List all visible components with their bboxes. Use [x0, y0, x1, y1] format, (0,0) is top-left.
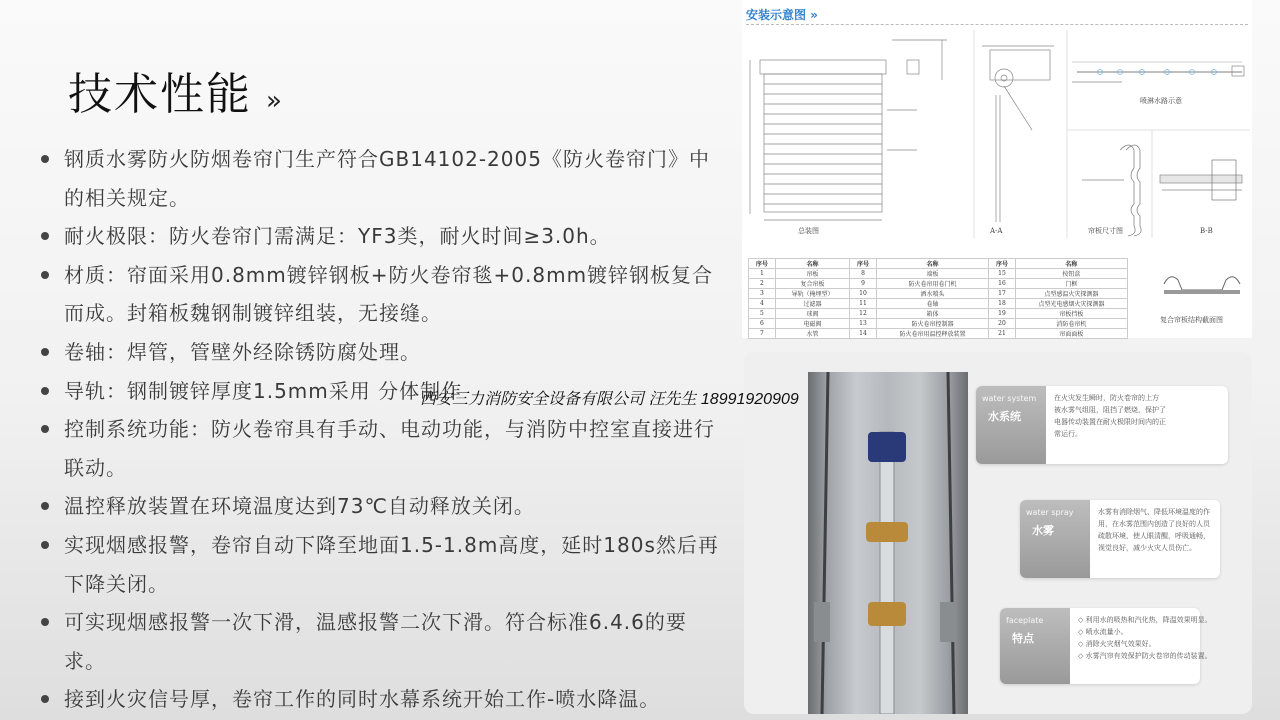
- water-curtain-photo: [808, 372, 968, 714]
- feature-tag: [1020, 500, 1090, 578]
- bullet-item: 钢质水雾防火防烟卷帘门生产符合GB14102-2005《防火卷帘门》中的相关规定。: [38, 140, 728, 217]
- feature-text: ◇ 利用水的吸热和汽化热，降温效果明显。 ◇ 喷水流量小。 ◇ 消除火灾烟气效果好。 ◇ 水雾汽帘有效保护防火卷帘的传动装置。: [1078, 616, 1212, 660]
- bullet-item: 温控释放装置在环境温度达到73℃自动释放关闭。: [38, 487, 728, 526]
- table-row: 3 导轨（掩埋型） 10 洒水喷头 17 点型感温火灾探测器: [749, 289, 1128, 299]
- bullet-item: 卷轴：焊管，管壁外经除锈防腐处理。: [38, 333, 728, 372]
- feature-tag-cn: 水雾: [1032, 524, 1054, 537]
- feature-card-water-spray: [1020, 500, 1220, 578]
- feature-card-water-system: [976, 386, 1228, 464]
- bullet-item: 材质：帘面采用0.8mm镀锌钢板+防火卷帘毯+0.8mm镀锌钢板复合而成。封箱板魏钢制镀锌组装，无接缝。: [38, 256, 728, 333]
- caption-overall: 总装图: [798, 227, 819, 235]
- feature-tag: [976, 386, 1046, 464]
- caption-section-aa: A-A: [990, 227, 1003, 235]
- filter: [868, 602, 906, 626]
- feature-text: 在火灾发生瞬时，防火卷帘的上方 被水雾气组阻，阻挡了燃烧，保护了 电器传动装置在耐火极限时间内的正 常运行。: [1054, 394, 1166, 438]
- chevron-right-icon: »: [266, 86, 284, 116]
- table-row: 6 电磁阀 13 防火卷帘控制器 20 消防卷帘机: [749, 319, 1128, 329]
- pipe-illustration: [808, 372, 968, 714]
- diagram-drawings: [742, 0, 1252, 258]
- table-row: 7 水管 14 防火卷帘用温控释放装置 21 帘面面板: [749, 329, 1128, 339]
- curtain-slats: [764, 84, 882, 204]
- feature-tag-en: faceplate: [1006, 616, 1044, 625]
- bullet-item: 接到火灾信号厚，卷帘工作的同时水幕系统开始工作-喷水降温。: [38, 680, 728, 719]
- table-header: 序号: [749, 259, 776, 269]
- table-row: 2 复合帘板 9 防火卷帘用卷门机 16 门框: [749, 279, 1128, 289]
- feature-text: 水雾有消除烟气、降低环境温度的作 用，在水雾范围内创造了良好的人员 疏散环境，使人眼清醒，呼吸通畅， 视觉良好，减少火灾人员伤亡。: [1098, 508, 1210, 552]
- table-header: 序号: [989, 259, 1016, 269]
- bullet-item: 控制系统功能：防火卷帘具有手动、电动功能，与消防中控室直接进行联动。: [38, 410, 728, 487]
- feature-tag: [1000, 608, 1070, 684]
- composite-slat-diagram: [1154, 262, 1248, 332]
- roller-circle: [995, 69, 1013, 87]
- feature-tag-en: water system: [982, 394, 1037, 403]
- table-row: 4 过滤器 11 卷轴 18 点型光电感烟火灾探测器: [749, 299, 1128, 309]
- diagram-label: 安装示意图 »: [746, 8, 818, 22]
- title-text: 技术性能: [68, 69, 252, 120]
- parts-table: [748, 258, 1128, 339]
- feature-card-faceplate: [1000, 608, 1212, 684]
- installation-diagram: [742, 0, 1252, 338]
- curtain-outline: [764, 74, 882, 212]
- table-header: 名称: [876, 259, 988, 269]
- feature-tag-en: water spray: [1026, 508, 1074, 517]
- table-header: 名称: [1015, 259, 1127, 269]
- caption-section-bb: B-B: [1200, 227, 1213, 235]
- table-header: 名称: [775, 259, 849, 269]
- solenoid-valve: [868, 432, 906, 462]
- table-row: 1 帘板 8 端板 15 按钮盒: [749, 269, 1128, 279]
- bullet-item: 导轨：钢制镀锌厚度1.5mm采用 分体制作: [38, 372, 728, 411]
- feature-panel: [744, 352, 1252, 714]
- feature-tag-cn: 水系统: [988, 410, 1021, 423]
- table-header: 序号: [850, 259, 877, 269]
- caption-curtain-size: 帘板尺寸图: [1088, 227, 1123, 235]
- bullet-item: 耐火极限：防火卷帘门需满足：YF3类，耐火时间≥3.0h。: [38, 217, 728, 256]
- ball-valve: [866, 522, 908, 542]
- bullet-item: 可实现烟感报警一次下滑，温感报警二次下滑。符合标准6.4.6的要求。: [38, 603, 728, 680]
- table-row: 5 球阀 12 箱体 19 帘板挡板: [749, 309, 1128, 319]
- caption-spray: 喷淋水路示意: [1140, 97, 1182, 105]
- page-title: [68, 58, 284, 122]
- spec-bullet-list: [38, 140, 728, 719]
- feature-tag-cn: 特点: [1012, 632, 1034, 645]
- company-watermark: 西安三力消防安全设备有限公司 汪先生 18991920909: [420, 391, 799, 408]
- bullet-item: 实现烟感报警，卷帘自动下降至地面1.5-1.8m高度，延时180s然后再下降关闭。: [38, 526, 728, 603]
- roller-box: [760, 60, 886, 74]
- caption-composite: 复合帘板结构截面图: [1160, 316, 1223, 324]
